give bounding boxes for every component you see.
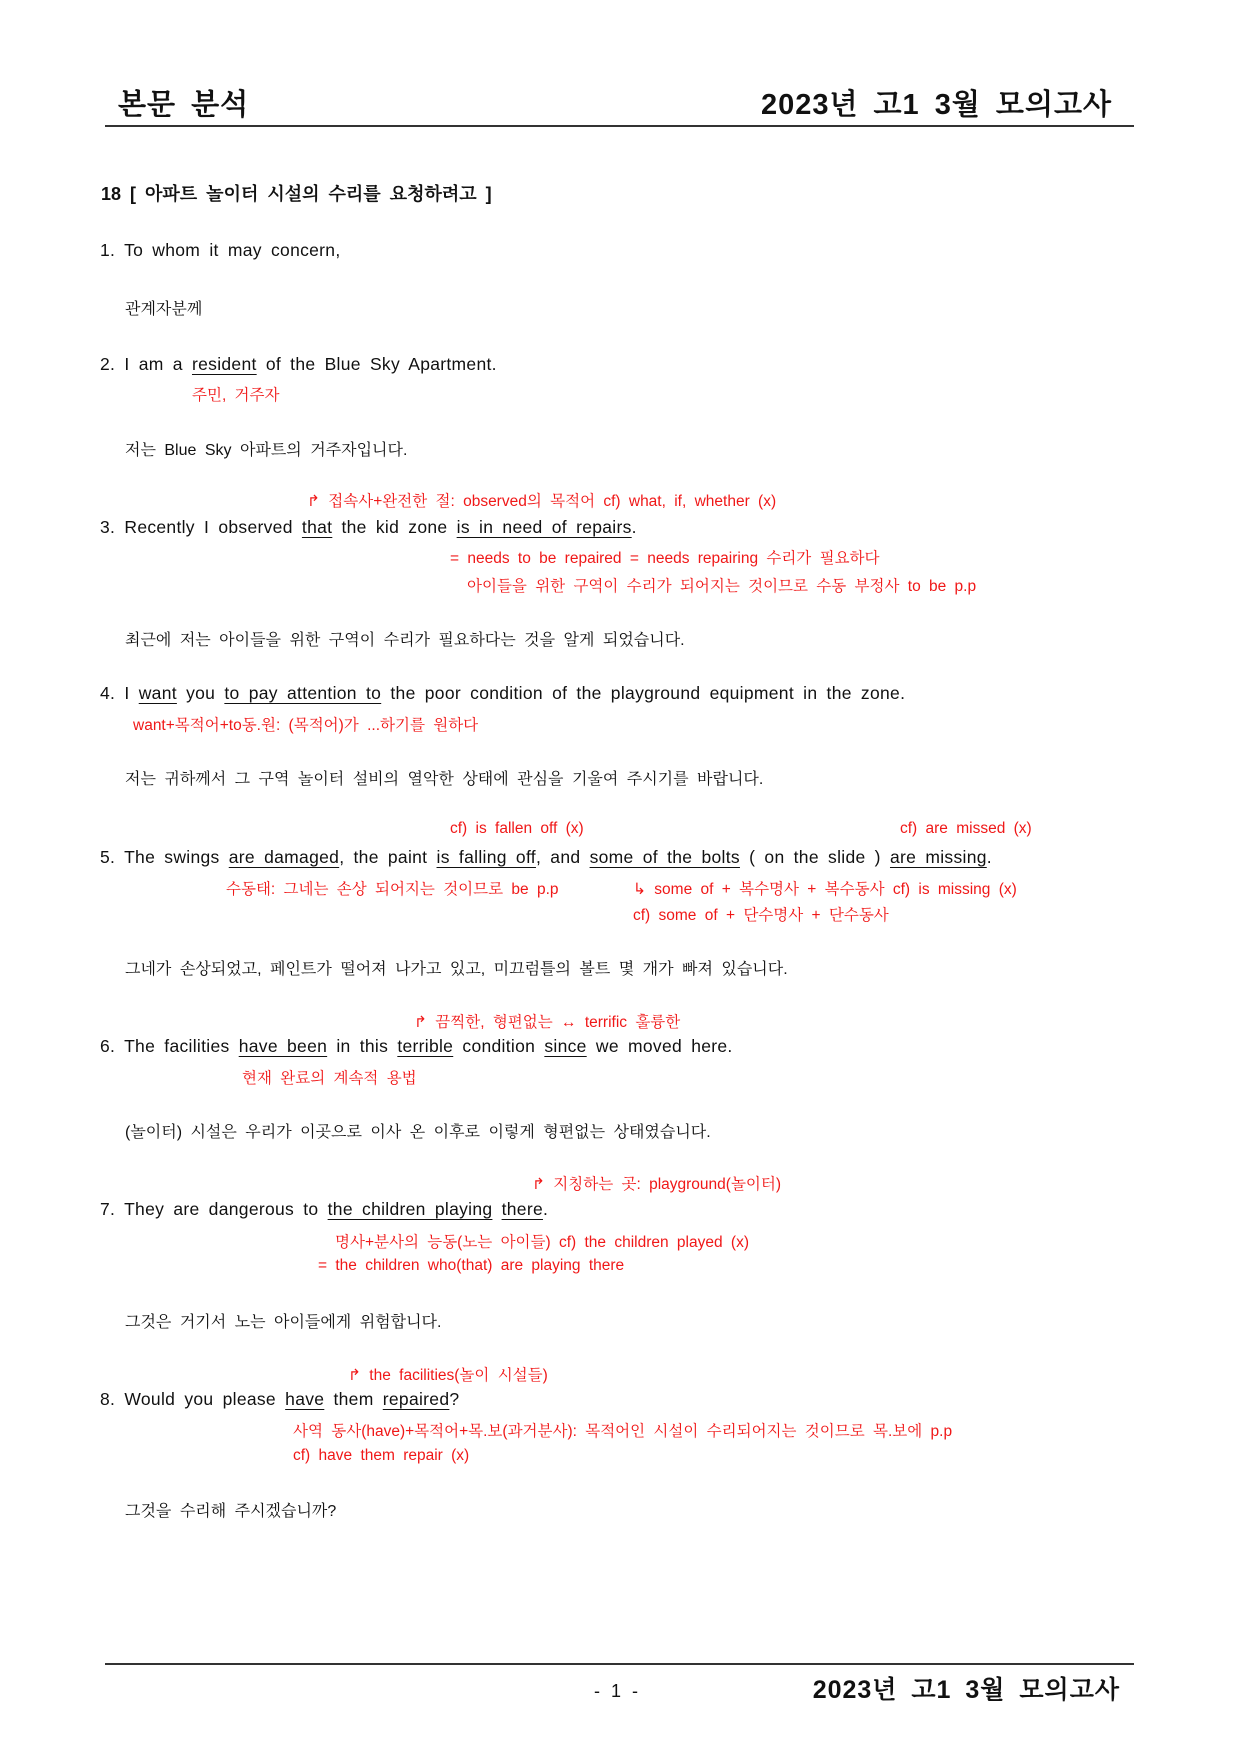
underlined-phrase: have bbox=[285, 1389, 325, 1409]
underlined-phrase: that bbox=[301, 517, 333, 537]
underlined-phrase: some of the bolts bbox=[589, 847, 740, 867]
translation-1: 관계자분께 bbox=[125, 301, 203, 318]
text: , and bbox=[535, 847, 581, 867]
text: you bbox=[186, 683, 216, 703]
annotation: 주민, 거주자 bbox=[192, 387, 280, 404]
text: we moved here. bbox=[595, 1036, 733, 1056]
sentence-5 bbox=[100, 847, 992, 868]
header-right-title: 2023년 고1 3월 모의고사 bbox=[760, 89, 1112, 121]
underlined-phrase: since bbox=[544, 1036, 587, 1056]
underlined-phrase: repaired bbox=[382, 1389, 450, 1409]
underlined-phrase: to pay attention to bbox=[224, 683, 382, 703]
annotation: = the children who(that) are playing there bbox=[318, 1257, 625, 1274]
text: them bbox=[333, 1389, 374, 1409]
header-divider bbox=[105, 125, 1134, 127]
translation-5: 그네가 손상되었고, 페인트가 떨어져 나가고 있고, 미끄럼틀의 볼트 몇 개가 빠져 있습니다. bbox=[125, 961, 788, 978]
text: . bbox=[986, 847, 992, 867]
underlined-phrase: is in need of repairs bbox=[456, 517, 632, 537]
page-number: - 1 - bbox=[594, 1681, 639, 1701]
sentence-6 bbox=[100, 1036, 733, 1057]
text: , the paint bbox=[339, 847, 428, 867]
text: ? bbox=[449, 1389, 460, 1409]
text: They are dangerous to bbox=[124, 1199, 319, 1219]
underlined-phrase: are damaged bbox=[228, 847, 340, 867]
annotation: cf) have them repair (x) bbox=[293, 1447, 470, 1464]
text: Recently I observed bbox=[124, 517, 293, 537]
annotation: ↱ 접속사+완전한 절: observed의 목적어 cf) what, if, whether (x) bbox=[307, 493, 777, 510]
translation-6: (놀이터) 시설은 우리가 이곳으로 이사 온 이후로 이렇게 형편없는 상태였습니다. bbox=[125, 1124, 711, 1141]
annotation: cf) are missed (x) bbox=[900, 820, 1032, 837]
num: 6. bbox=[100, 1036, 116, 1056]
translation-2: 저는 Blue Sky 아파트의 거주자입니다. bbox=[125, 442, 408, 459]
annotation: want+목적어+to동.원: (목적어)가 ...하기를 원하다 bbox=[133, 717, 479, 734]
translation-8: 그것을 수리해 주시겠습니까? bbox=[125, 1503, 337, 1520]
sentence-4 bbox=[100, 683, 905, 704]
text: in this bbox=[336, 1036, 389, 1056]
annotation: 수동태: 그네는 손상 되어지는 것이므로 be p.p bbox=[226, 881, 559, 898]
annotation: ↱ 끔찍한, 형편없는 ↔ terrific 훌륭한 bbox=[414, 1014, 681, 1031]
annotation: ↱ the facilities(놀이 시설들) bbox=[348, 1367, 548, 1384]
sentence-8 bbox=[100, 1389, 459, 1410]
num: 2. bbox=[100, 354, 116, 374]
underlined-phrase: have been bbox=[238, 1036, 328, 1056]
text: . bbox=[542, 1199, 549, 1219]
translation-7: 그것은 거기서 노는 아이들에게 위험합니다. bbox=[125, 1314, 442, 1331]
text: The facilities bbox=[124, 1036, 230, 1056]
text: condition bbox=[462, 1036, 536, 1056]
text: The swings bbox=[124, 847, 220, 867]
num: 5. bbox=[100, 847, 116, 867]
text: I bbox=[124, 683, 130, 703]
num: 8. bbox=[100, 1389, 116, 1409]
num: 7. bbox=[100, 1199, 116, 1219]
annotation: 사역 동사(have)+목적어+목.보(과거분사): 목적어인 시설이 수리되어지는 것이므로 목.보에 p.p bbox=[293, 1423, 953, 1440]
annotation: = needs to be repaired = needs repairing 수리가 필요하다 bbox=[450, 550, 880, 567]
translation-3: 최근에 저는 아이들을 위한 구역이 수리가 필요하다는 것을 알게 되었습니다. bbox=[125, 632, 685, 649]
text: the poor condition of the playground equipment in the zone. bbox=[390, 683, 906, 703]
underlined-phrase: the children playing bbox=[327, 1199, 493, 1219]
sentence-2 bbox=[100, 354, 497, 375]
section-title: 18 [ 아파트 놀이터 시설의 수리를 요청하려고 ] bbox=[101, 184, 492, 204]
text: the kid zone bbox=[341, 517, 448, 537]
sentence-3 bbox=[100, 517, 637, 538]
num: 4. bbox=[100, 683, 116, 703]
text: . bbox=[631, 517, 637, 537]
footer-title: 2023년 고1 3월 모의고사 bbox=[812, 1676, 1120, 1704]
underlined-phrase: terrible bbox=[397, 1036, 454, 1056]
sentence-7 bbox=[100, 1199, 548, 1220]
translation-4: 저는 귀하께서 그 구역 놀이터 설비의 열악한 상태에 관심을 기울여 주시기를 바랍니다. bbox=[125, 771, 764, 788]
underlined-phrase: resident bbox=[191, 354, 257, 374]
annotation: ↳ some of + 복수명사 + 복수동사 cf) is missing (x) bbox=[633, 881, 1017, 898]
underlined-phrase: there bbox=[501, 1199, 543, 1219]
underlined-phrase: want bbox=[138, 683, 177, 703]
annotation: 현재 완료의 계속적 용법 bbox=[242, 1070, 417, 1087]
num: 3. bbox=[100, 517, 116, 537]
annotation: cf) is fallen off (x) bbox=[450, 820, 584, 837]
footer-divider bbox=[105, 1663, 1134, 1665]
annotation: ↱ 지칭하는 곳: playground(놀이터) bbox=[532, 1176, 782, 1193]
text: To whom it may concern, bbox=[124, 240, 341, 260]
text: ( on the slide ) bbox=[749, 847, 881, 867]
underlined-phrase: is falling off bbox=[436, 847, 536, 867]
text: Would you please bbox=[124, 1389, 276, 1409]
annotation: cf) some of + 단수명사 + 단수동사 bbox=[633, 907, 889, 924]
annotation: 아이들을 위한 구역이 수리가 되어지는 것이므로 수동 부정사 to be p.p bbox=[467, 578, 977, 595]
sentence-1 bbox=[100, 240, 341, 261]
num: 1. bbox=[100, 240, 116, 260]
header-left-title: 본문 분석 bbox=[118, 89, 250, 121]
annotation: 명사+분사의 능동(노는 아이들) cf) the children played (x) bbox=[335, 1234, 749, 1251]
text: I am a bbox=[124, 354, 183, 374]
text: of the Blue Sky Apartment. bbox=[265, 354, 497, 374]
underlined-phrase: are missing bbox=[889, 847, 987, 867]
